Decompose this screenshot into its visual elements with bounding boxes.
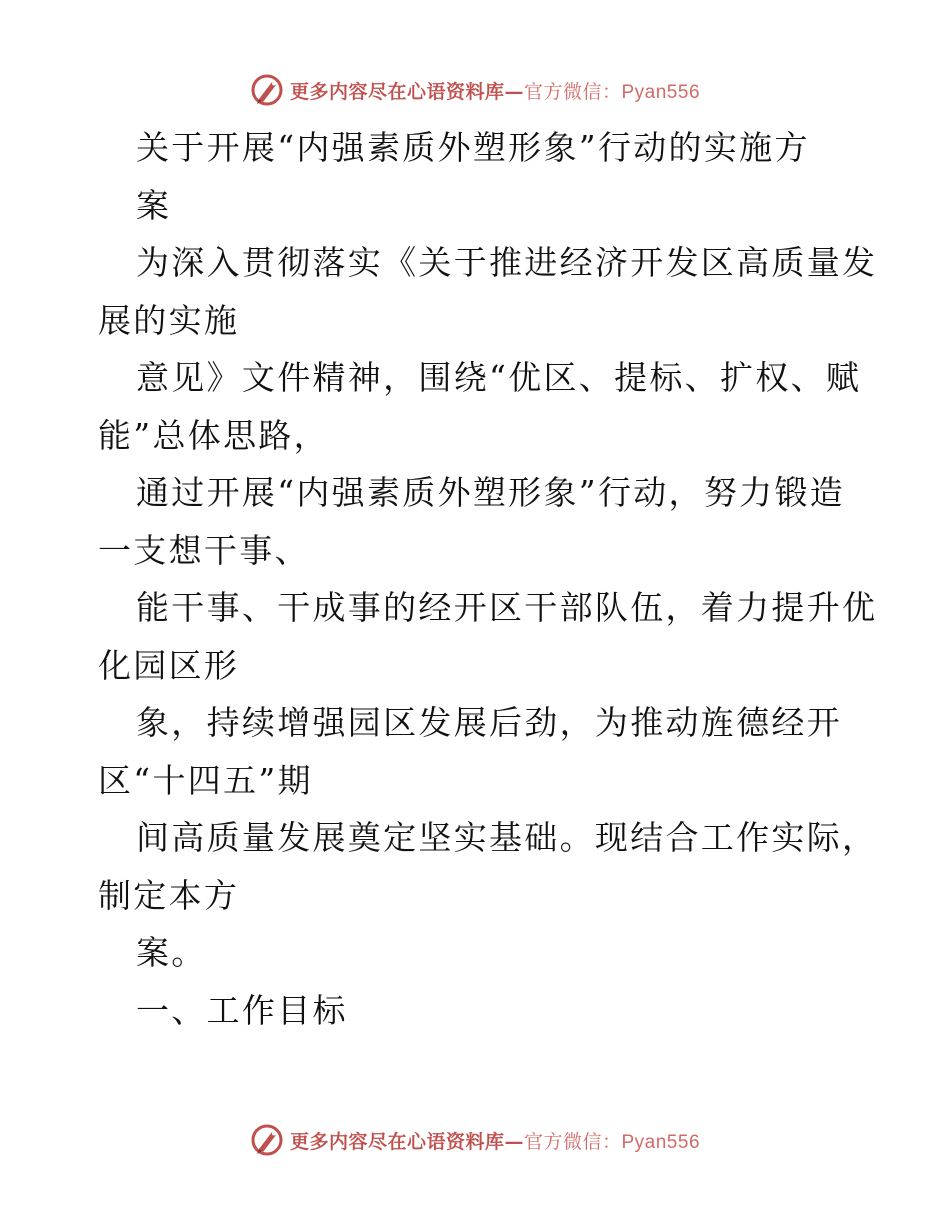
text-line: 关于开展“内强素质外塑形象”行动的实施方: [136, 128, 810, 167]
text-line: 一支想干事、: [98, 530, 310, 570]
pen-logo-icon: [250, 73, 284, 107]
text-line: 能干事、干成事的经开区干部队伍，着力提升优: [136, 588, 878, 627]
text-line: 一、工作目标: [136, 990, 348, 1030]
text-line: 意见》文件精神，围绕“优区、提标、扩权、赋: [136, 358, 862, 397]
text-line: 间高质量发展奠定坚实基础。现结合工作实际，: [136, 818, 878, 857]
pen-logo-icon: [250, 1123, 284, 1157]
text-line: 象，持续增强园区发展后劲，为推动旌德经开: [136, 703, 842, 742]
text-line: 制定本方: [98, 875, 240, 915]
text-line: 案。: [136, 933, 207, 972]
text-line: 展的实施: [98, 300, 240, 340]
text-line: 通过开展“内强素质外塑形象”行动，努力锻造: [136, 473, 846, 512]
header-watermark: [0, 70, 950, 110]
document-body: [0, 119, 950, 1039]
text-line: 能”总体思路，: [98, 415, 329, 455]
text-line: 为深入贯彻落实《关于推进经济开发区高质量发: [136, 243, 878, 282]
text-line: 案: [136, 185, 172, 225]
footer-watermark: [0, 1120, 950, 1160]
watermark-text: 更多内容尽在心语资料库—官方微信：Pyan556: [289, 80, 701, 103]
text-line: 化园区形: [98, 645, 240, 685]
text-line: 区“十四五”期: [98, 760, 313, 800]
watermark-text: 更多内容尽在心语资料库—官方微信：Pyan556: [289, 1130, 701, 1153]
